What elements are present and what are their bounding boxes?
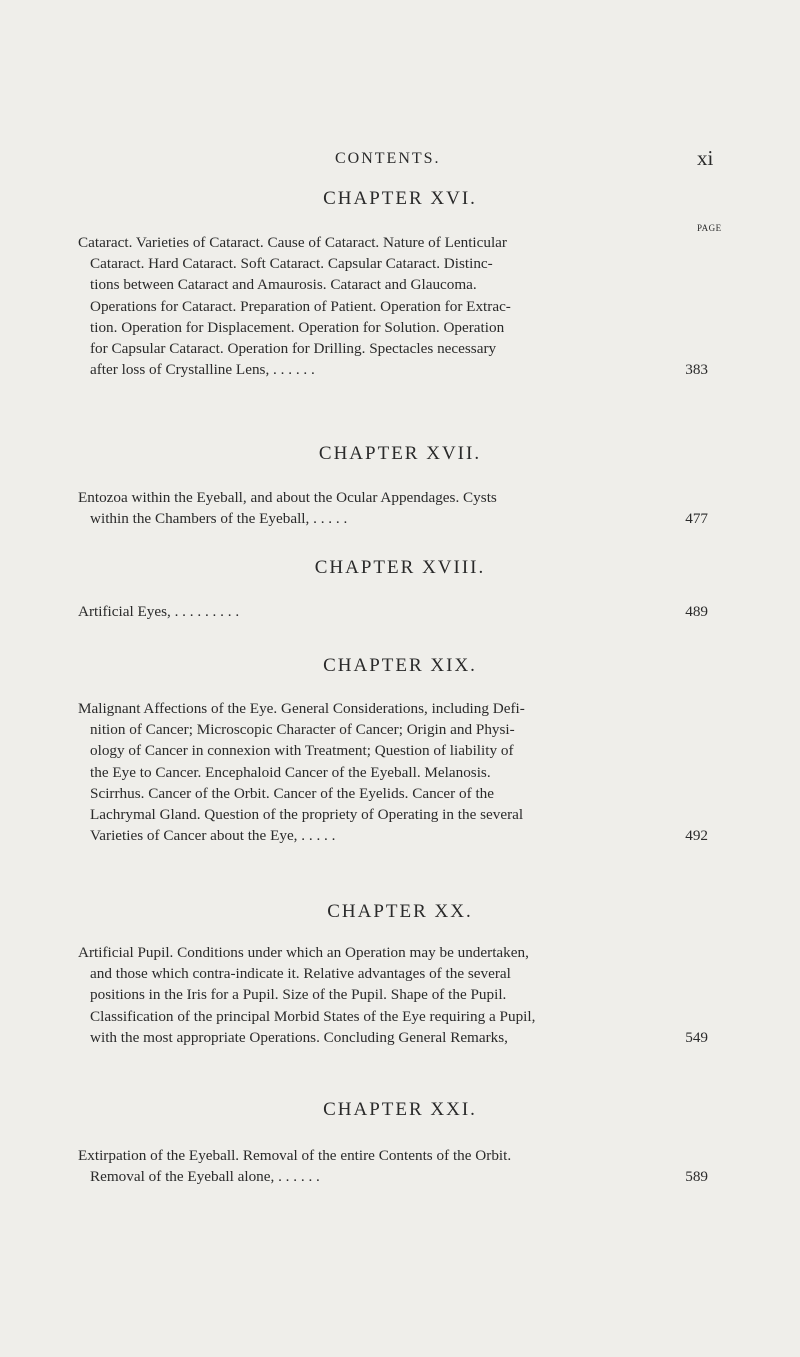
entry-line: positions in the Iris for a Pupil. Size of the Pupil. Shape of the Pupil. — [90, 986, 507, 1004]
entry-line: Lachrymal Gland. Question of the propriety of Operating in the several — [90, 805, 524, 823]
entry-line: Operations for Cataract. Preparation of Patient. Operation for Extrac- — [90, 297, 511, 315]
entry-line: after loss of Crystalline Lens, . . . . . . — [90, 361, 315, 379]
chapter-entry — [78, 232, 708, 380]
page-number: 489 — [685, 603, 708, 620]
entry-line: for Capsular Cataract. Operation for Drilling. Spectacles necessary — [90, 339, 497, 357]
chapter-heading: CHAPTER XVIII. — [314, 557, 486, 578]
chapter-heading: CHAPTER XXI. — [323, 1099, 477, 1120]
entry-line: Artificial Eyes, . . . . . . . . . — [78, 603, 240, 620]
chapter-heading: CHAPTER XIX. — [323, 655, 477, 676]
entry-line: the Eye to Cancer. Encephaloid Cancer of the Eyeball. Melanosis. — [90, 763, 491, 781]
entry-line: Classification of the principal Morbid States of the Eye requiring a Pupil, — [90, 1007, 536, 1025]
entry-line: tions between Cataract and Amaurosis. Cataract and Glaucoma. — [90, 276, 477, 294]
page-number: 492 — [685, 827, 708, 845]
entry-line: Malignant Affections of the Eye. General Considerations, including Defi- — [78, 700, 525, 717]
entry-line: Varieties of Cancer about the Eye, . . . . . — [90, 827, 336, 845]
entry-line: Artificial Pupil. Conditions under which an Operation may be undertaken, — [78, 944, 529, 961]
entry-line: with the most appropriate Operations. Concluding General Remarks, — [90, 1028, 508, 1046]
entry-line: Entozoa within the Eyeball, and about the Ocular Appendages. Cysts — [78, 489, 497, 506]
entry-line: Cataract. Varieties of Cataract. Cause of Cataract. Nature of Lenticular — [78, 234, 507, 251]
page-number: 549 — [685, 1028, 708, 1046]
entry-line: Scirrhus. Cancer of the Orbit. Cancer of the Eyelids. Cancer of the — [90, 784, 495, 802]
chapter-entry — [78, 601, 708, 622]
entry-line: and those which contra-indicate it. Relative advantages of the several — [90, 965, 511, 983]
chapter-entry — [78, 487, 708, 529]
chapter-entry — [78, 698, 708, 846]
chapter-entry — [78, 942, 708, 1048]
chapter-heading: CHAPTER XVI. — [323, 188, 477, 209]
entry-line: Removal of the Eyeball alone, . . . . . . — [90, 1168, 320, 1186]
entry-line: tion. Operation for Displacement. Operation for Solution. Operation — [90, 318, 505, 336]
chapter-entry — [78, 1145, 708, 1187]
entry-line: within the Chambers of the Eyeball, . . . . . — [90, 510, 348, 528]
entry-line: Extirpation of the Eyeball. Removal of the entire Contents of the Orbit. — [78, 1147, 512, 1164]
page-column-label: PAGE — [697, 223, 722, 233]
entry-line: ology of Cancer in connexion with Treatment; Question of liability of — [90, 742, 514, 760]
page-number: 477 — [685, 510, 708, 528]
chapter-heading: CHAPTER XX. — [327, 901, 473, 922]
entry-line: nition of Cancer; Microscopic Character of Cancer; Origin and Physi- — [90, 721, 515, 739]
entry-line: Cataract. Hard Cataract. Soft Cataract. Capsular Cataract. Distinc- — [90, 255, 493, 273]
page-number: 589 — [685, 1168, 708, 1186]
header-title: CONTENTS. — [335, 150, 441, 167]
page-number: 383 — [685, 361, 708, 379]
page-folio: xi — [697, 146, 714, 170]
chapter-heading: CHAPTER XVII. — [318, 443, 482, 464]
